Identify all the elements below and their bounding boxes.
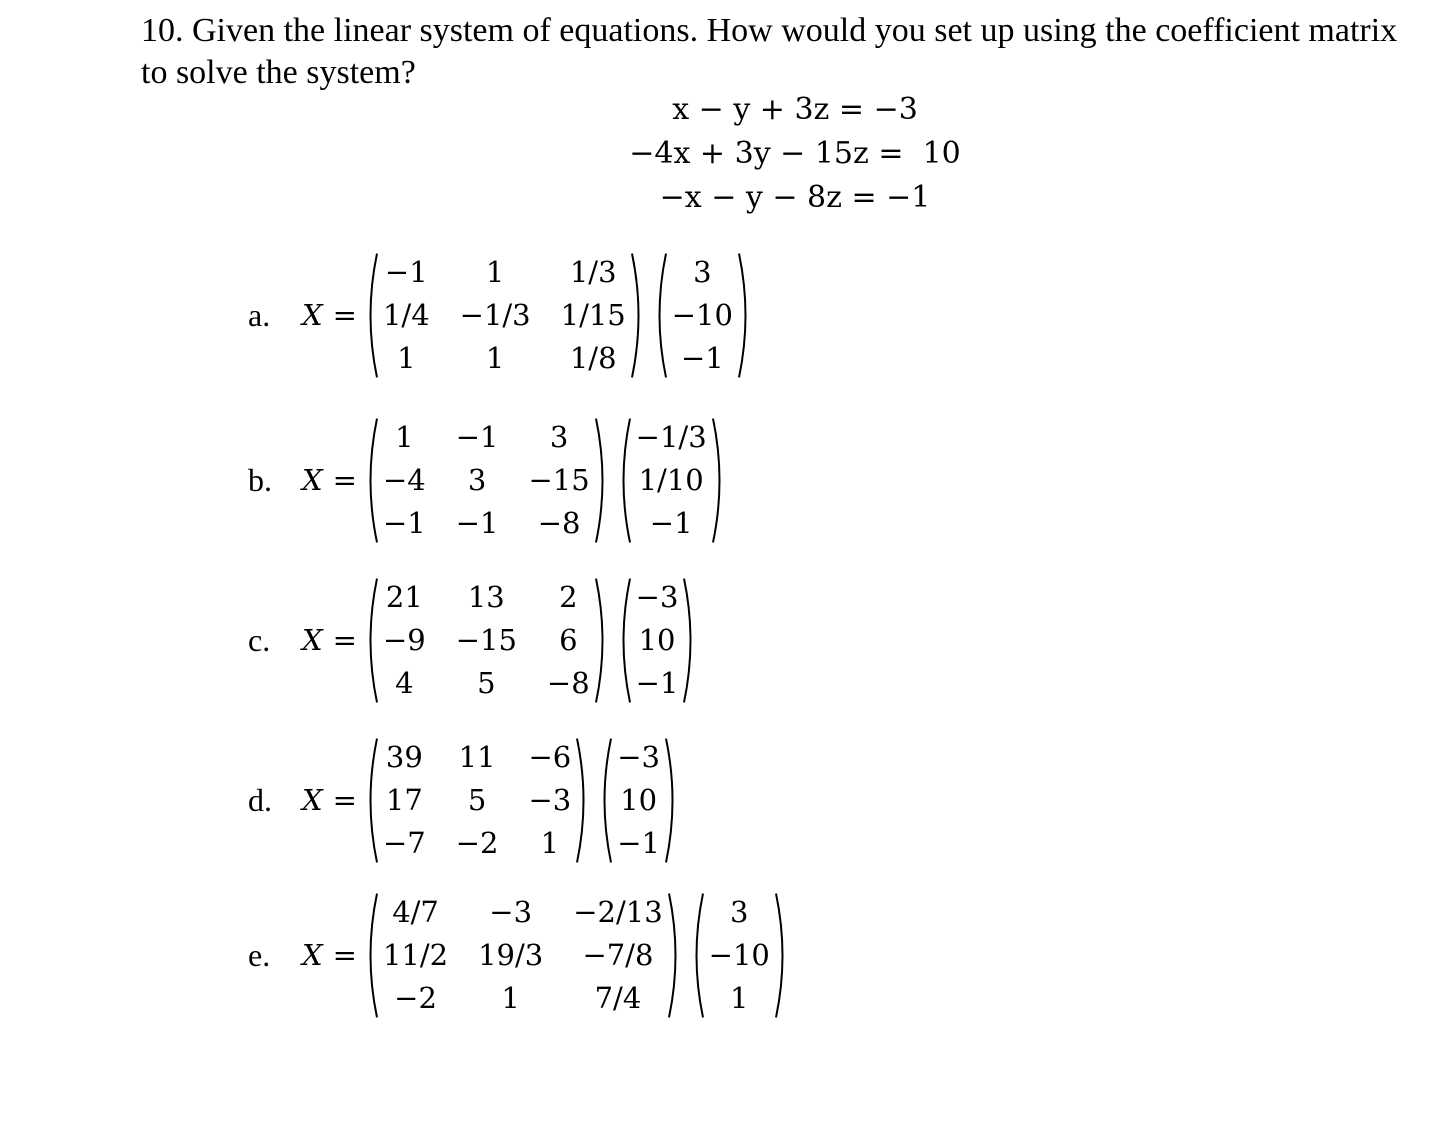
- matrix: [363, 251, 646, 380]
- vector-entry: −1: [617, 825, 660, 860]
- matrix-entry: −15: [528, 462, 590, 497]
- vector-entry: 3: [693, 254, 712, 289]
- left-paren: [652, 251, 668, 380]
- question-text: [141, 10, 1411, 94]
- matrix-entry: 1: [501, 980, 520, 1015]
- left-paren: [597, 736, 613, 865]
- matrix-grid: [363, 416, 610, 545]
- matrix-entry: −1: [455, 419, 499, 454]
- unknown-vector-label: X: [302, 623, 323, 657]
- matrix-grid: [363, 251, 646, 380]
- vector: [597, 736, 680, 865]
- choice-letter: e.: [248, 936, 271, 973]
- left-paren: [363, 416, 379, 545]
- matrix-entry: −1/3: [459, 297, 531, 332]
- matrix-entry: 4/7: [392, 894, 439, 929]
- matrix-entry: 1: [540, 825, 560, 860]
- matrix-entry: 1/8: [569, 340, 617, 375]
- matrix-entry: 6: [559, 622, 578, 657]
- matrix-entry: −8: [537, 505, 581, 540]
- matrix-entry: 17: [385, 782, 423, 817]
- left-paren: [363, 891, 379, 1020]
- equation-3: −x − y − 8z = −1: [659, 180, 931, 215]
- matrix-entry: 1: [395, 419, 414, 454]
- matrix-entry: 3: [549, 419, 569, 454]
- matrix-entry: −3: [528, 782, 572, 817]
- vector: [616, 576, 699, 705]
- matrix-grid: [363, 576, 610, 705]
- equals-sign: =: [332, 623, 357, 657]
- vector-entry: 3: [730, 894, 749, 929]
- equation-2: −4x + 3y − 15z = 10: [629, 136, 961, 171]
- matrix-entry: −2/13: [573, 894, 663, 929]
- matrix-entry: 39: [385, 739, 423, 774]
- matrix-entry: 1: [397, 340, 416, 375]
- vector: [652, 251, 753, 380]
- equation-1: x − y + 3z = −3: [672, 92, 918, 127]
- question-body: Given the linear system of equations. How would you set up using the coefficient matrix to solve the system?: [141, 12, 1398, 91]
- matrix-entry: 5: [467, 782, 487, 817]
- equals-sign: =: [332, 783, 357, 817]
- vector-entry: 10: [638, 622, 676, 657]
- choice-a[interactable]: [248, 245, 759, 385]
- unknown-vector-label: X: [302, 298, 323, 332]
- left-paren: [689, 891, 705, 1020]
- matrix-entry: 7/4: [594, 980, 642, 1015]
- question-number: 10.: [141, 12, 184, 49]
- equals-sign: =: [332, 938, 357, 972]
- choice-letter: d.: [248, 781, 272, 818]
- matrix: [363, 736, 591, 865]
- choice-d[interactable]: [248, 730, 686, 870]
- matrix-entry: −4: [382, 462, 426, 497]
- vector-entry: −3: [617, 739, 660, 774]
- matrix-entry: −2: [394, 980, 437, 1015]
- right-paren: [664, 736, 680, 865]
- matrix: [363, 416, 610, 545]
- matrix-grid: [363, 891, 683, 1020]
- matrix-entry: 11/2: [382, 937, 449, 972]
- matrix-entry: 13: [467, 579, 505, 614]
- matrix-entry: −1: [382, 505, 426, 540]
- right-paren: [682, 576, 698, 705]
- choice-letter: a.: [248, 296, 271, 333]
- left-paren: [363, 251, 379, 380]
- matrix-entry: 19/3: [478, 937, 544, 972]
- vector-entry: −10: [671, 297, 733, 332]
- choice-b[interactable]: [248, 410, 733, 550]
- choice-letter: c.: [248, 621, 271, 658]
- matrix-entry: −15: [455, 622, 517, 657]
- matrix-entry: −9: [382, 622, 426, 657]
- matrix-entry: 1: [485, 254, 505, 289]
- right-paren: [594, 576, 610, 705]
- matrix-entry: 2: [559, 579, 578, 614]
- left-paren: [616, 416, 632, 545]
- unknown-vector-label: X: [302, 783, 323, 817]
- vector-entry: 10: [620, 782, 658, 817]
- equals-sign: =: [332, 298, 357, 332]
- matrix-entry: 4: [395, 665, 414, 700]
- equals-sign: =: [332, 463, 357, 497]
- matrix-entry: 1/4: [382, 297, 430, 332]
- matrix-entry: 21: [385, 579, 423, 614]
- vector-entry: −3: [635, 579, 679, 614]
- vector-entry: 1: [730, 980, 749, 1015]
- matrix-entry: −3: [489, 894, 533, 929]
- matrix-entry: −7/8: [582, 937, 654, 972]
- vector: [689, 891, 790, 1020]
- vector-entry: −1: [680, 340, 724, 375]
- matrix-entry: −1: [384, 254, 428, 289]
- right-paren: [711, 416, 727, 545]
- unknown-vector-label: X: [302, 463, 323, 497]
- matrix: [363, 891, 683, 1020]
- vector-entry: −1/3: [635, 419, 707, 454]
- equation-system: [560, 88, 1030, 220]
- matrix-entry: −1: [455, 505, 499, 540]
- choice-c[interactable]: [248, 570, 704, 710]
- choice-letter: b.: [248, 461, 272, 498]
- right-paren: [630, 251, 646, 380]
- left-paren: [363, 576, 379, 705]
- right-paren: [594, 416, 610, 545]
- matrix-entry: 3: [467, 462, 487, 497]
- unknown-vector-label: X: [302, 938, 323, 972]
- vector-entry: −1: [649, 505, 693, 540]
- matrix-grid: [363, 736, 591, 865]
- left-paren: [616, 576, 632, 705]
- choice-e[interactable]: [248, 885, 796, 1025]
- right-paren: [575, 736, 591, 865]
- matrix-entry: 5: [477, 665, 496, 700]
- vector-entry: 1/10: [638, 462, 704, 497]
- matrix-entry: 11: [458, 739, 496, 774]
- left-paren: [363, 736, 379, 865]
- right-paren: [667, 891, 683, 1020]
- vector-entry: −1: [635, 665, 679, 700]
- matrix-entry: 1/15: [560, 297, 626, 332]
- matrix-entry: −2: [455, 825, 499, 860]
- vector-entry: −10: [708, 937, 770, 972]
- matrix-entry: −8: [546, 665, 590, 700]
- matrix-entry: 1: [485, 340, 505, 375]
- vector: [616, 416, 727, 545]
- right-paren: [774, 891, 790, 1020]
- right-paren: [737, 251, 753, 380]
- matrix-entry: −7: [382, 825, 426, 860]
- matrix-entry: −6: [528, 739, 572, 774]
- matrix-entry: 1/3: [569, 254, 617, 289]
- matrix: [363, 576, 610, 705]
